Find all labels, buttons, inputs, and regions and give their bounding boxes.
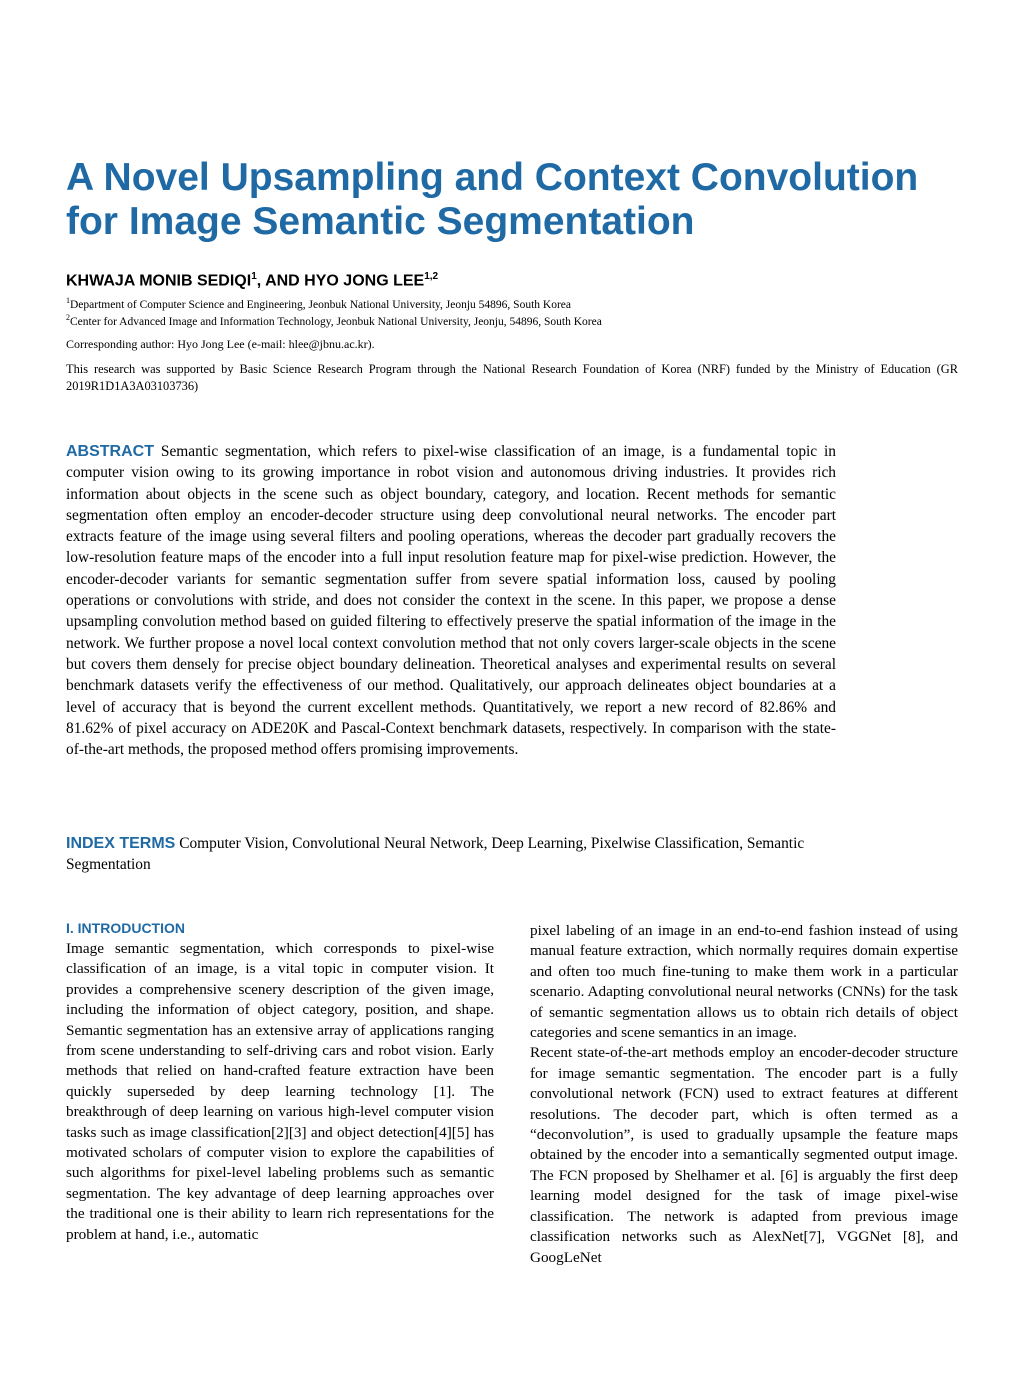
author-name: HYO JONG LEE <box>304 272 425 290</box>
affiliation-text: Department of Computer Science and Engineering, Jeonbuk National University, Jeonju 54896, South Korea <box>70 298 571 311</box>
affiliation-marker: 2 <box>66 313 70 322</box>
body-paragraph: Image semantic segmentation, which corresponds to pixel-wise classification of an image, is a vital topic in computer vision. It provides a comprehensive scenery description of the given image, including the information of object category, position, and shape. Semantic segmentation has an extensive array of applications ranging from scene understanding to self-driving cars and robot vision. Early methods that relied on hand-crafted feature extraction have been quickly superseded by deep learning technology [1]. The breakthrough of deep learning on various high-level computer vision tasks such as image classification[2][3] and object detection[4][5] has motivated scholars of computer vision to explore the capabilities of such algorithms for pixel-level labeling problems such as semantic segmentation. The key advantage of deep learning approaches over the traditional one is their ability to learn rich representations for the problem at hand, i.e., automatic <box>66 940 494 1243</box>
body-column-left <box>66 939 494 1245</box>
abstract-label: ABSTRACT <box>66 443 154 460</box>
index-terms-label: INDEX TERMS <box>66 835 176 852</box>
funding-note: This research was supported by Basic Science Research Program through the National Research Foundation of Korea (NRF) funded by the Ministry of Education (GR 2019R1D1A3A03103736) <box>66 362 958 393</box>
author-affil-marker: 1,2 <box>424 271 439 282</box>
index-terms <box>66 833 836 875</box>
section-heading-introduction: I. INTRODUCTION <box>66 920 185 936</box>
affiliation-1 <box>66 296 966 311</box>
abstract-text: Semantic segmentation, which refers to pixel-wise classification of an image, is a fundamental topic in computer vision owing to its growing importance in robot vision and autonomous driving industries. It provides rich information about objects in the scene such as object boundary, category, and location. Recent methods for semantic segmentation often employ an encoder-decoder structure using deep convolutional neural networks. The encoder part extracts feature of the image using several filters and pooling operations, whereas the decoder part gradually recovers the low-resolution feature maps of the encoder into a full input resolution feature map for pixel-wise prediction. However, the encoder-decoder variants for semantic segmentation suffer from severe spatial information loss, caused by pooling operations or convolutions with stride, and does not consider the context in the scene. In this paper, we propose a dense upsampling convolution method based on guided filtering to effectively preserve the spatial information of the image in the network. We further propose a novel local context convolution method that not only covers larger-scale objects in the scene but covers them densely for precise object boundary delineation. Theoretical analyses and experimental results on several benchmark datasets verify the effectiveness of our method. Qualitatively, our approach delineates object boundaries at a level of accuracy that is beyond the current excellent methods. Quantitatively, we report a new record of 82.86% and 81.62% of pixel accuracy on ADE20K and Pascal-Context benchmark datasets, respectively. In comparison with the state-of-the-art methods, the proposed method offers promising improvements. <box>66 443 836 759</box>
paper-title: A Novel Upsampling and Context Convolution for Image Semantic Segmentation <box>66 156 919 243</box>
affiliation-2 <box>66 313 966 328</box>
affiliation-marker: 1 <box>66 296 70 305</box>
author-affil-marker: 1 <box>251 271 257 282</box>
affiliation-text: Center for Advanced Image and Information Technology, Jeonbuk National University, Jeonju, 54896, South Korea <box>70 315 602 328</box>
abstract <box>66 441 836 760</box>
body-paragraph: pixel labeling of an image in an end-to-end fashion instead of using manual feature extraction, which normally requires domain expertise and often too much fine-tuning to make them work in a particular scenario. Adapting convolutional neural networks (CNNs) for the task of semantic segmentation allows us to obtain rich details of object categories and scene semantics in an image. <box>530 922 958 1042</box>
author-connector: , AND <box>256 272 305 290</box>
author-line <box>66 271 966 290</box>
body-column-right <box>530 921 958 1268</box>
body-paragraph: Recent state-of-the-art methods employ an encoder-decoder structure for image semantic segmentation. The encoder part is a fully convolutional network (FCN) used to extract features at different resolutions. The decoder part, which is often termed as a “deconvolution”, is used to gradually upsample the feature maps obtained by the encoder into a semantically segmented output image. The FCN proposed by Shelhamer et al. [6] is arguably the first deep learning model designed for the task of image pixel-wise classification. The network is adapted from previous image classification networks such as AlexNet[7], VGGNet [8], and GoogLeNet <box>530 1044 958 1266</box>
corresponding-author: Corresponding author: Hyo Jong Lee (e-mail: hlee@jbnu.ac.kr). <box>66 337 375 351</box>
index-terms-text: Computer Vision, Convolutional Neural Network, Deep Learning, Pixelwise Classification, Semantic Segmentation <box>66 835 805 873</box>
author-name: KHWAJA MONIB SEDIQI <box>66 272 252 290</box>
